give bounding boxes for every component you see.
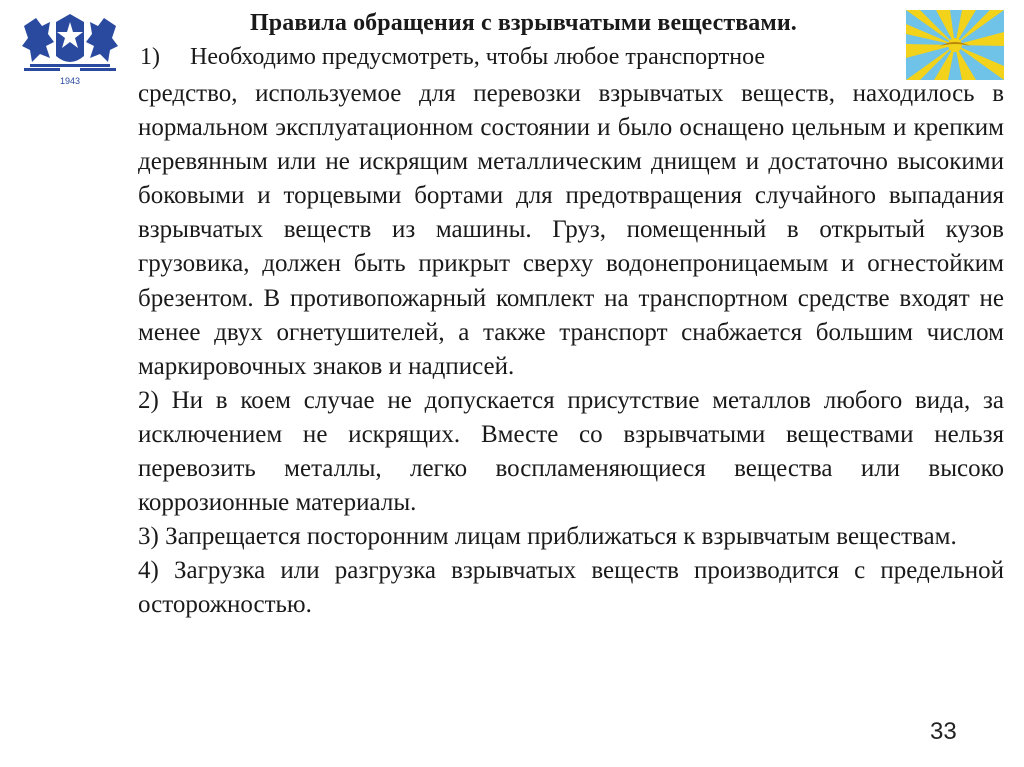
page-number: 33 bbox=[930, 718, 957, 745]
university-emblem-icon bbox=[20, 8, 120, 90]
emblem-year: 1943 bbox=[59, 76, 81, 86]
slide-body bbox=[138, 77, 1004, 623]
intro-line bbox=[140, 44, 765, 71]
paragraph-2: 2) Ни в коем случае не допускается присутствие металлов любого вида, за исключением не искрящих. Вместе со взрывчатыми веществами нельзя перевозить металлы, легко воспламеняющиеся вещества или высоко коррозионные материалы. bbox=[138, 386, 1004, 517]
intro-number: 1) bbox=[140, 44, 160, 70]
paragraph-1: средство, используемое для перевозки взрывчатых веществ, находилось в нормальном эксплуатационном состоянии и было оснащено цельным и крепким деревянным или не искрящим металлическим днищем и достаточно высокими боковыми и торцевыми бортами для предотвращения случайного выпадания взрывчатых веществ из машины. Груз, помещенный в открытый кузов грузовика, должен быть прикрыт сверху водонепроницаемым и огнестойким брезентом. В противопожарный комплект на транспортном средстве входят не менее двух огнетушителей, а также транспорт снабжается большим числом маркировочных знаков и надписей. bbox=[138, 80, 1004, 380]
slide-title: Правила обращения с взрывчатыми веществами. bbox=[250, 10, 797, 36]
intro-text: Необходимо предусмотреть, чтобы любое транспортное bbox=[190, 44, 766, 70]
paragraph-4: 4) Загрузка или разгрузка взрывчатых веществ производится с предельной осторожностью. bbox=[138, 557, 1004, 619]
paragraph-3: 3) Запрещается посторонним лицам приближаться к взрывчатым веществам. bbox=[138, 523, 957, 551]
university-emblem-logo bbox=[20, 8, 120, 90]
air-force-flag-icon bbox=[906, 10, 1004, 80]
air-force-flag-logo bbox=[906, 10, 1004, 80]
